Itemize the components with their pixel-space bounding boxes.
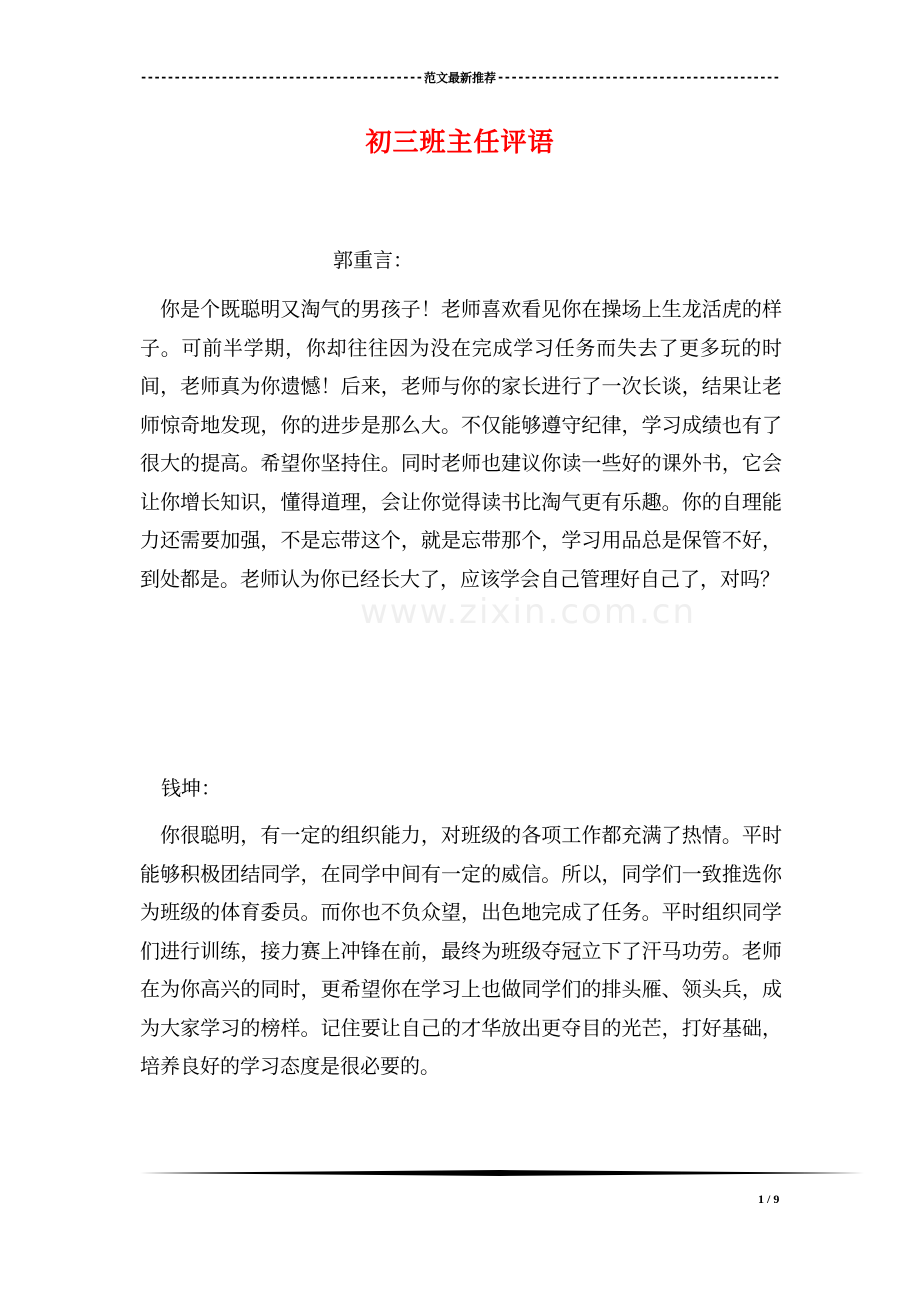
student-name-2: 钱坤： (161, 776, 221, 800)
header-label: 范文最新推荐 (424, 70, 497, 85)
student-name-1: 郭重言： (333, 248, 413, 272)
footer-rule (140, 1170, 864, 1176)
comment-paragraph-1 (140, 290, 782, 598)
comment-text-1: 你是个既聪明又淘气的男孩子！老师喜欢看见你在操场上生龙活虎的样子。可前半学期，你却往往因为没在完成学习任务而失去了更多玩的时间，老师真为你遗憾！后来，老师与你的家长进行了一次长谈，结果让老师惊奇地发现，你的进步是那么大。不仅能够遵守纪律，学习成绩也有了很大的提高。希望你坚持住。同时老师也建议你读一些好的课外书，它会让你增长知识，懂得道理，会让你觉得读书比淘气更有乐趣。你的自理能力还需要加强，不是忘带这个，就是忘带那个，学习用品总是保管不好，到处都是。老师认为你已经长大了，应该学会自己管理好自己了，对吗？ (140, 297, 782, 591)
comment-text-2: 你很聪明，有一定的组织能力，对班级的各项工作都充满了热情。平时能够积极团结同学，在同学中间有一定的威信。所以，同学们一致推选你为班级的体育委员。而你也不负众望，出色地完成了任务。平时组织同学们进行训练，接力赛上冲锋在前，最终为班级夺冠立下了汗马功劳。老师在为你高兴的同时，更希望你在学习上也做同学们的排头雁、领头兵，成为大家学习的榜样。记住要让自己的才华放出更夺目的光芒，打好基础，培养良好的学习态度是很必要的。 (140, 823, 782, 1078)
page-indicator: 1 / 9 (758, 1192, 780, 1206)
header-divider (140, 67, 780, 87)
watermark: www.zixin.com.cn (360, 592, 696, 632)
header-dashes-right (497, 70, 780, 84)
header-dashes-left (140, 70, 423, 84)
comment-paragraph-2 (140, 816, 782, 1086)
document-title: 初三班主任评语 (365, 128, 555, 158)
